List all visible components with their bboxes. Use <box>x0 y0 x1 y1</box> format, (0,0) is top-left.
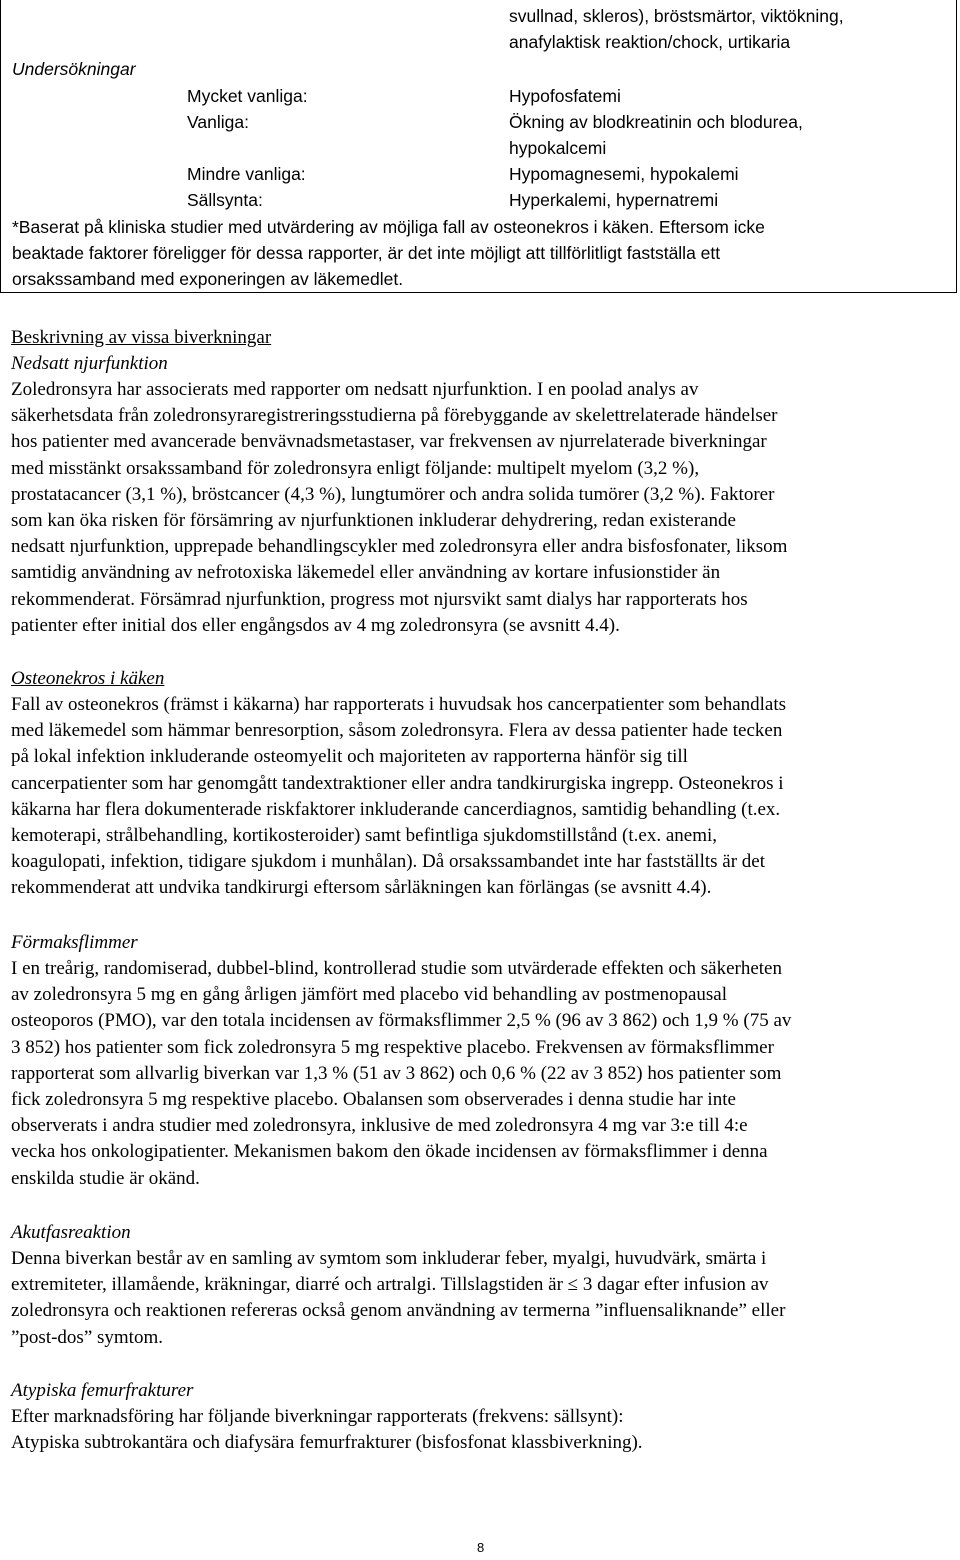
paragraph-line: med misstänkt orsakssamband för zoledronsyra enligt följande: multipelt myelom (3,2 %), <box>11 457 700 479</box>
paragraph-line: prostatacancer (3,1 %), bröstcancer (4,3 %), lungtumörer och andra solida tumörer (3,2 %). Faktorer <box>11 483 775 505</box>
paragraph-line: 3 852) hos patienter som fick zoledronsyra 5 mg respektive placebo. Frekvensen av förmaksflimmer <box>11 1036 774 1058</box>
paragraph-renal <box>11 377 951 639</box>
paragraph-line: samtidig användning av nefrotoxiska läkemedel eller användning av kortare infusionstider än <box>11 562 721 584</box>
paragraph-line: som kan öka risken för försämring av njurfunktionen inkluderar dehydrering, redan existerande <box>11 509 736 531</box>
paragraph-line: Efter marknadsföring har följande biverkningar rapporterats (frekvens: sällsynt): <box>11 1406 624 1427</box>
paragraph-line: enskilda studie är okänd. <box>11 1167 200 1189</box>
paragraph-line: nedsatt njurfunktion, upprepade behandlingscykler med zoledronsyra eller andra bisfosfonater, liksom <box>11 536 788 558</box>
paragraph-atrial-fibrillation <box>11 956 951 1192</box>
table-footnote-line: *Baserat på kliniska studier med utvärdering av möjliga fall av osteonekros i käken. Eftersom icke <box>12 217 765 237</box>
paragraph-line: patienter efter initial dos eller engångsdos av 4 mg zoledronsyra (se avsnitt 4.4). <box>11 614 620 636</box>
table-section-title: Undersökningar <box>12 59 136 79</box>
frequency-label: Mycket vanliga: <box>187 86 308 106</box>
effect-text: Ökning av blodkreatinin och blodurea, <box>509 112 803 132</box>
paragraph-line: Denna biverkan består av en samling av symtom som inkluderar feber, myalgi, huvudvärk, smärta i <box>11 1248 767 1269</box>
paragraph-line: koagulopati, infektion, tidigare sjukdom i munhålan). Då orsakssambandet inte har fastställts är det <box>11 851 766 873</box>
page-number: 8 <box>477 1540 485 1555</box>
paragraph-acute-phase <box>11 1246 951 1351</box>
frequency-label: Vanliga: <box>187 112 249 132</box>
paragraph-line: I en treårig, randomiserad, dubbel-blind, kontrollerad studie som utvärderade effekten och säkerheten <box>11 958 782 979</box>
paragraph-line: av zoledronsyra 5 mg en gång årligen jämfört med placebo vid behandling av postmenopausal <box>11 984 727 1006</box>
paragraph-line: osteoporos (PMO), var den totala incidensen av förmaksflimmer 2,5 % (96 av 3 862) och 1,9 % (75 av <box>11 1010 792 1032</box>
table-footnote-line: orsakssamband med exponeringen av läkemedlet. <box>12 269 404 289</box>
paragraph-line: extremiteter, illamående, kräkningar, diarré och artralgi. Tillslagstiden är ≤ 3 dagar efter infusion av <box>11 1274 769 1296</box>
paragraph-femur-fractures <box>11 1404 951 1456</box>
paragraph-line: rekommenderat. Försämrad njurfunktion, progress mot njursvikt samt dialys har rapporterats hos <box>11 588 748 610</box>
paragraph-line: ”post-dos” symtom. <box>11 1326 163 1348</box>
paragraph-line: fick zoledronsyra 5 mg respektive placebo. Obalansen som observerades i denna studie har inte <box>11 1088 736 1110</box>
paragraph-line: Zoledronsyra har associerats med rapporter om nedsatt njurfunktion. I en poolad analys av <box>11 379 699 400</box>
effect-text: hypokalcemi <box>509 138 607 158</box>
paragraph-line: säkerhetsdata från zoledronsyraregistreringsstudierna på förebyggande av skelettrelaterade händelser <box>11 405 778 427</box>
paragraph-line: hos patienter med avancerade benvävnadsmetastaser, var frekvensen av njurrelaterade biverkningar <box>11 431 767 453</box>
paragraph-line: rapporterat som allvarlig biverkan var 1,3 % (51 av 3 862) och 0,6 % (22 av 3 852) hos patienter som <box>11 1062 782 1084</box>
paragraph-line: käkarna har flera dokumenterade riskfaktorer inkluderande cancerdiagnos, samtidig behandling (t.ex. <box>11 798 781 820</box>
subsection-title: Atypiska femurfrakturer <box>11 1380 194 1401</box>
paragraph-line: kemoterapi, strålbehandling, kortikosteroider) samt befintliga sjukdomstillstånd (t.ex. anemi, <box>11 824 718 846</box>
paragraph-line: observerats i andra studier med zoledronsyra, inklusive de med zoledronsyra 4 mg var 3:e till 4:e <box>11 1115 748 1137</box>
frequency-label: Sällsynta: <box>187 190 263 210</box>
paragraph-line: cancerpatienter som har genomgått tandextraktioner eller andra tandkirurgiska ingrepp. Osteonekros i <box>11 772 784 794</box>
effect-text: Hypomagnesemi, hypokalemi <box>509 164 739 184</box>
table-footnote-line: beaktade faktorer föreligger för dessa rapporter, är det inte möjligt att tillförlitligt fastställa ett <box>12 243 721 263</box>
paragraph-line: rekommenderat att undvika tandkirurgi eftersom sårläkningen kan förlängas (se avsnitt 4.4). <box>11 877 712 899</box>
subsection-title: Akutfasreaktion <box>11 1222 131 1243</box>
section-heading: Beskrivning av vissa biverkningar <box>11 327 272 348</box>
paragraph-osteonecrosis <box>11 692 951 902</box>
effect-text: Hyperkalemi, hypernatremi <box>509 190 719 210</box>
effect-text: Hypofosfatemi <box>509 86 621 106</box>
paragraph-line: vecka hos onkologipatienter. Mekanismen bakom den ökade incidensen av förmaksflimmer i denna <box>11 1141 768 1163</box>
subsection-title: Osteonekros i käken <box>11 668 165 689</box>
subsection-title: Förmaksflimmer <box>11 932 138 953</box>
paragraph-line: med läkemedel som hämmar benresorption, såsom zoledronsyra. Flera av dessa patienter hade tecken <box>11 720 783 742</box>
subsection-title: Nedsatt njurfunktion <box>11 353 168 374</box>
paragraph-line: zoledronsyra och reaktionen refereras också genom användning av termerna ”influensaliknande” eller <box>11 1300 786 1322</box>
table-cont-line: svullnad, skleros), bröstsmärtor, viktökning, <box>509 6 844 26</box>
table-cont-line: anafylaktisk reaktion/chock, urtikaria <box>509 32 791 52</box>
frequency-label: Mindre vanliga: <box>187 164 306 184</box>
adverse-reactions-table <box>0 0 957 293</box>
paragraph-line: på lokal infektion inkluderande osteomyelit och majoriteten av rapporterna hänför sig till <box>11 746 688 768</box>
paragraph-line: Atypiska subtrokantära och diafysära femurfrakturer (bisfosfonat klassbiverkning). <box>11 1432 643 1454</box>
paragraph-line: Fall av osteonekros (främst i käkarna) har rapporterats i huvudsak hos cancerpatienter som behandlats <box>11 694 787 715</box>
